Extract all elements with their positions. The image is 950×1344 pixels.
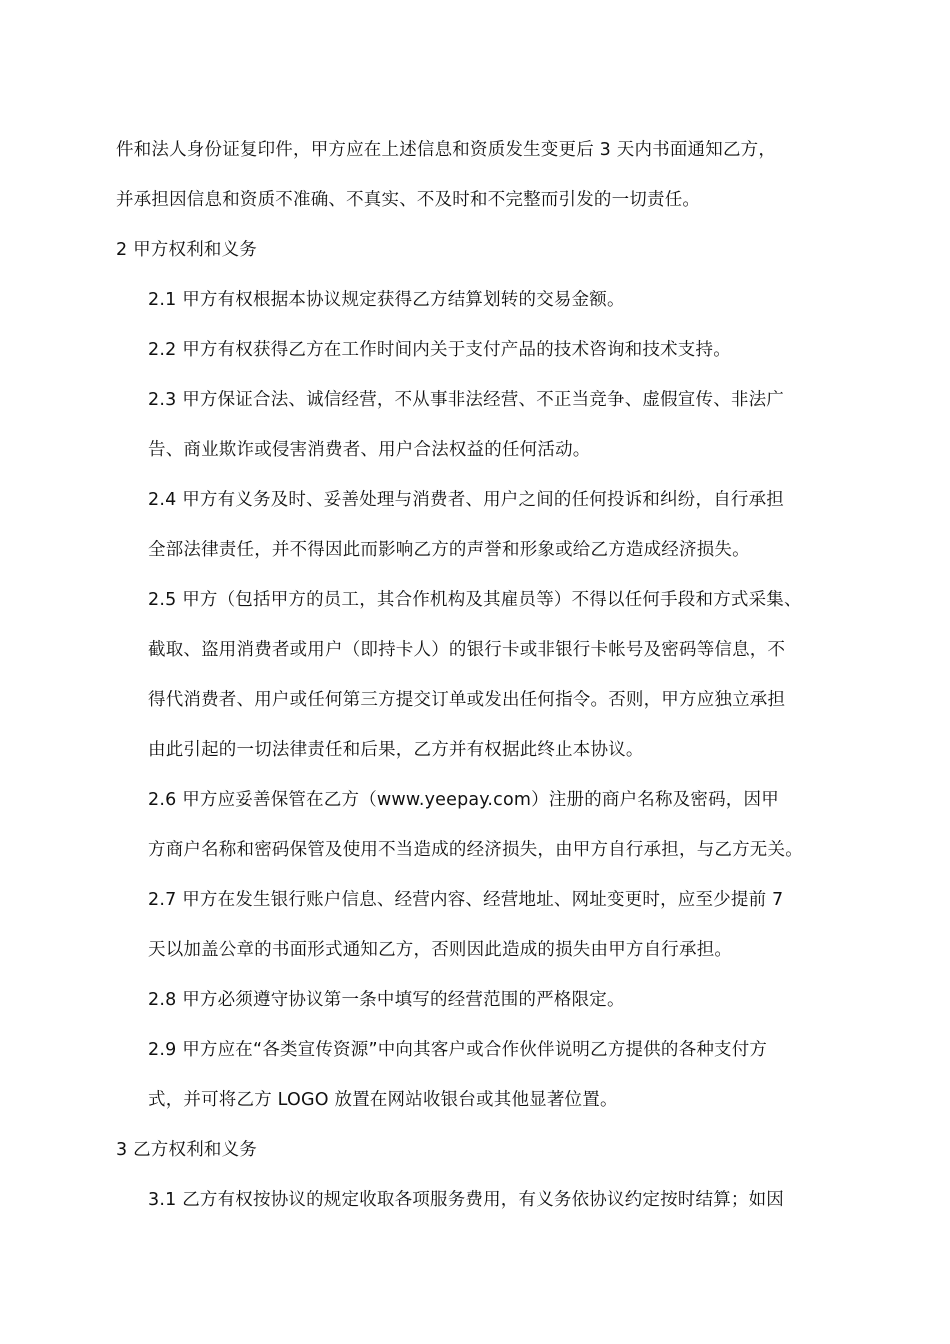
paragraph-line: 全部法律责任，并不得因此而影响乙方的声誉和形象或给乙方造成经济损失。 bbox=[148, 540, 750, 560]
paragraph-line: 方商户名称和密码保管及使用不当造成的经济损失，由甲方自行承担，与乙方无关。 bbox=[148, 840, 803, 860]
clause-3-1: 3.1 乙方有权按协议的规定收取各项服务费用，有义务依协议约定按时结算；如因 bbox=[148, 1190, 784, 1210]
section-heading-2: 2 甲方权利和义务 bbox=[116, 240, 257, 260]
paragraph-line: 由此引起的一切法律责任和后果，乙方并有权据此终止本协议。 bbox=[148, 740, 644, 760]
clause-2-3: 2.3 甲方保证合法、诚信经营，不从事非法经营、不正当竞争、虚假宣传、非法广 bbox=[148, 390, 784, 410]
clause-2-1: 2.1 甲方有权根据本协议规定获得乙方结算划转的交易金额。 bbox=[148, 290, 625, 310]
clause-2-8: 2.8 甲方必须遵守协议第一条中填写的经营范围的严格限定。 bbox=[148, 990, 625, 1010]
paragraph-line: 截取、盗用消费者或用户（即持卡人）的银行卡或非银行卡帐号及密码等信息，不 bbox=[148, 640, 786, 660]
clause-2-7: 2.7 甲方在发生银行账户信息、经营内容、经营地址、网址变更时，应至少提前 7 bbox=[148, 890, 784, 910]
clause-2-5: 2.5 甲方（包括甲方的员工，其合作机构及其雇员等）不得以任何手段和方式采集、 bbox=[148, 590, 802, 610]
paragraph-line: 并承担因信息和资质不准确、不真实、不及时和不完整而引发的一切责任。 bbox=[116, 190, 701, 210]
paragraph-line: 得代消费者、用户或任何第三方提交订单或发出任何指令。否则，甲方应独立承担 bbox=[148, 690, 786, 710]
paragraph-line: 件和法人身份证复印件，甲方应在上述信息和资质发生变更后 3 天内书面通知乙方， bbox=[116, 140, 777, 160]
section-heading-3: 3 乙方权利和义务 bbox=[116, 1140, 257, 1160]
paragraph-line: 天以加盖公章的书面形式通知乙方，否则因此造成的损失由甲方自行承担。 bbox=[148, 940, 733, 960]
paragraph-line: 告、商业欺诈或侵害消费者、用户合法权益的任何活动。 bbox=[148, 440, 591, 460]
paragraph-line: 式，并可将乙方 LOGO 放置在网站收银台或其他显著位置。 bbox=[148, 1090, 618, 1110]
clause-2-9: 2.9 甲方应在“各类宣传资源”中向其客户或合作伙伴说明乙方提供的各种支付方 bbox=[148, 1040, 768, 1060]
clause-2-6: 2.6 甲方应妥善保管在乙方（www.yeepay.com）注册的商户名称及密码，因甲 bbox=[148, 790, 779, 810]
clause-2-2: 2.2 甲方有权获得乙方在工作时间内关于支付产品的技术咨询和技术支持。 bbox=[148, 340, 731, 360]
clause-2-4: 2.4 甲方有义务及时、妥善处理与消费者、用户之间的任何投诉和纠纷，自行承担 bbox=[148, 490, 784, 510]
